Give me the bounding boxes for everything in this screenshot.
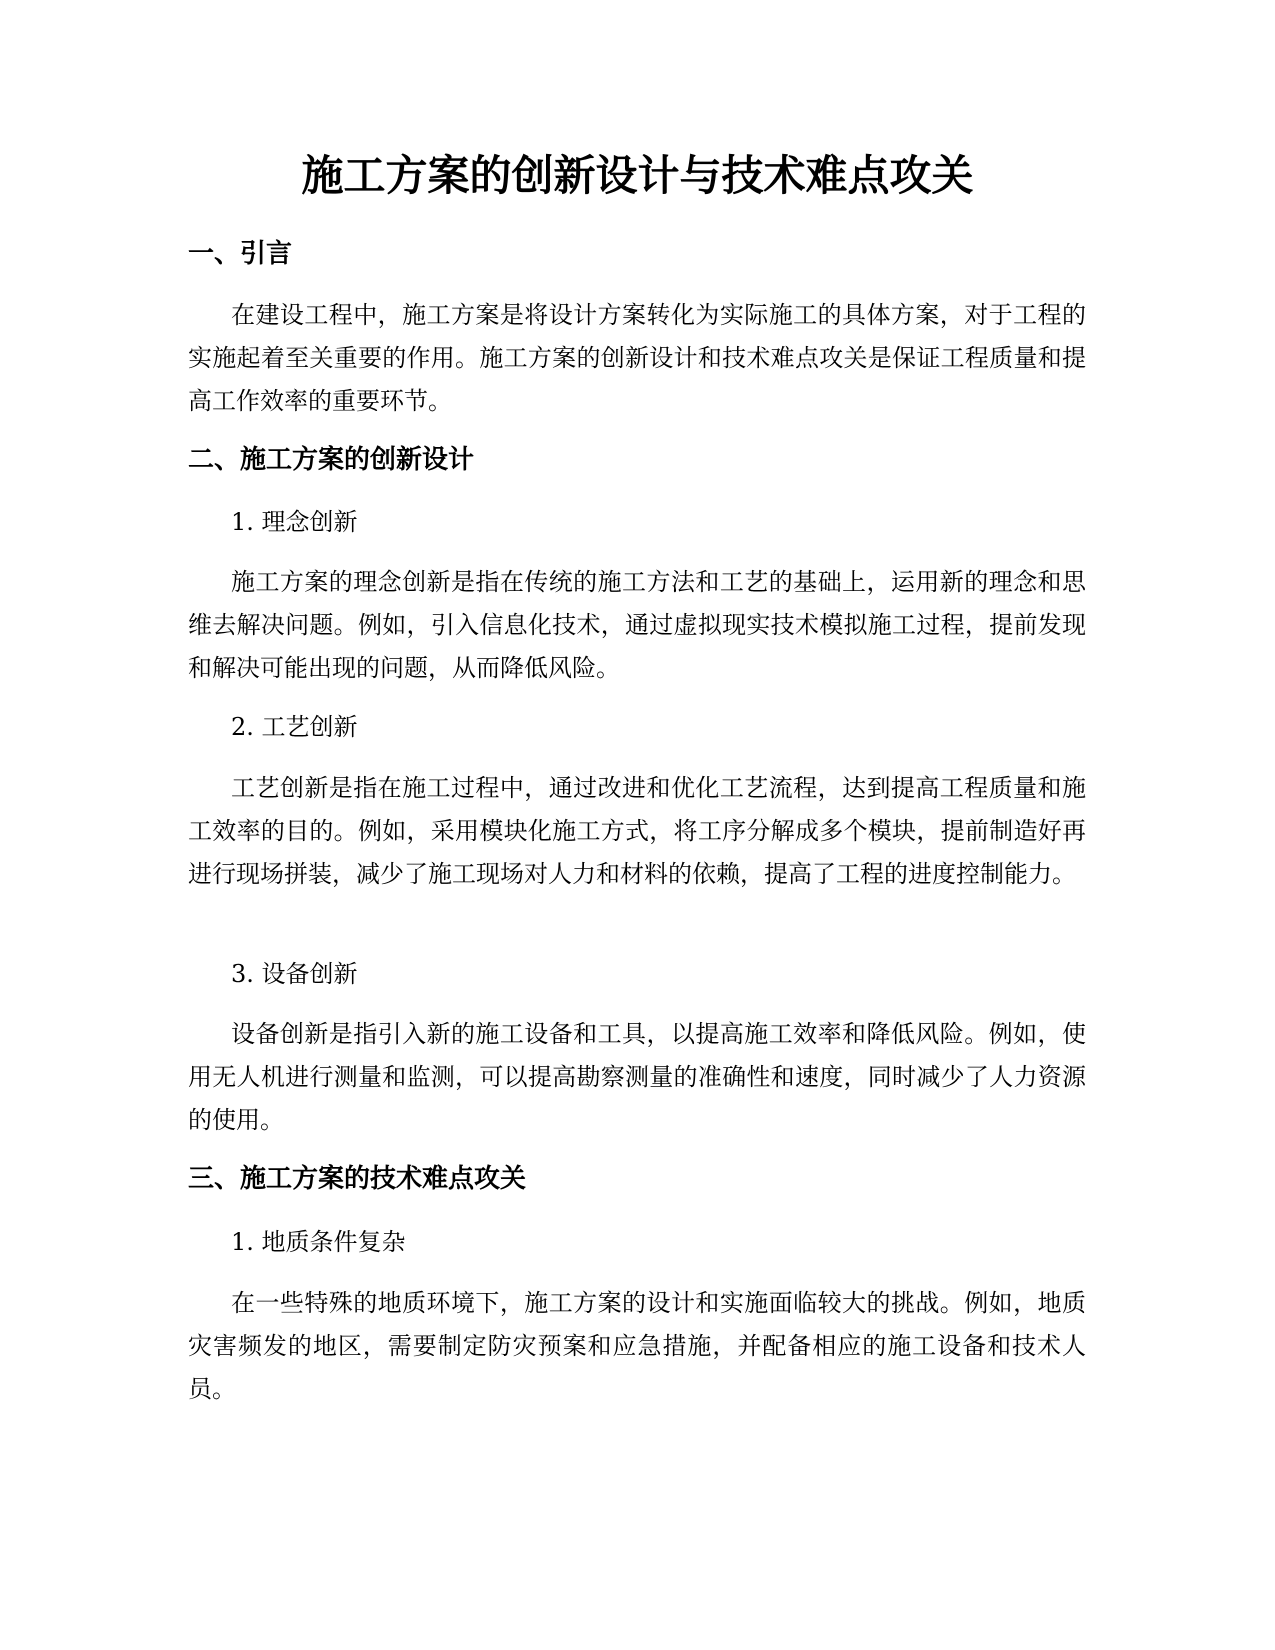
- section-heading-intro: 一、引言: [188, 239, 293, 269]
- intro-paragraph: 在建设工程中，施工方案是将设计方案转化为实际施工的具体方案，对于工程的实施起着至关重要的作用。施工方案的创新设计和技术难点攻关是保证工程质量和提高工作效率的重要环节。: [188, 301, 1086, 415]
- process-innovation-paragraph: 工艺创新是指在施工过程中，通过改进和优化工艺流程，达到提高工程质量和施工效率的目的。例如，采用模块化施工方式，将工序分解成多个模块，提前制造好再进行现场拼装，减少了施工现场对人力和材料的依赖，提高了工程的进度控制能力。: [188, 774, 1086, 888]
- section-heading-innovation: 二、施工方案的创新设计: [188, 445, 475, 475]
- subheading-process-innovation: 2. 工艺创新: [231, 713, 358, 741]
- document-title: 施工方案的创新设计与技术难点攻关: [301, 151, 974, 200]
- subheading-geology: 1. 地质条件复杂: [231, 1228, 406, 1256]
- subheading-equipment-innovation: 3. 设备创新: [231, 960, 358, 988]
- concept-innovation-paragraph: 施工方案的理念创新是指在传统的施工方法和工艺的基础上，运用新的理念和思维去解决问题。例如，引入信息化技术，通过虚拟现实技术模拟施工过程，提前发现和解决可能出现的问题，从而降低风险。: [188, 568, 1086, 682]
- subheading-concept-innovation: 1. 理念创新: [231, 508, 358, 536]
- equipment-innovation-paragraph: 设备创新是指引入新的施工设备和工具，以提高施工效率和降低风险。例如，使用无人机进行测量和监测，可以提高勘察测量的准确性和速度，同时减少了人力资源的使用。: [188, 1020, 1086, 1134]
- geology-paragraph: 在一些特殊的地质环境下，施工方案的设计和实施面临较大的挑战。例如，地质灾害频发的地区，需要制定防灾预案和应急措施，并配备相应的施工设备和技术人员。: [188, 1289, 1086, 1403]
- section-heading-technical-challenges: 三、施工方案的技术难点攻关: [188, 1164, 527, 1194]
